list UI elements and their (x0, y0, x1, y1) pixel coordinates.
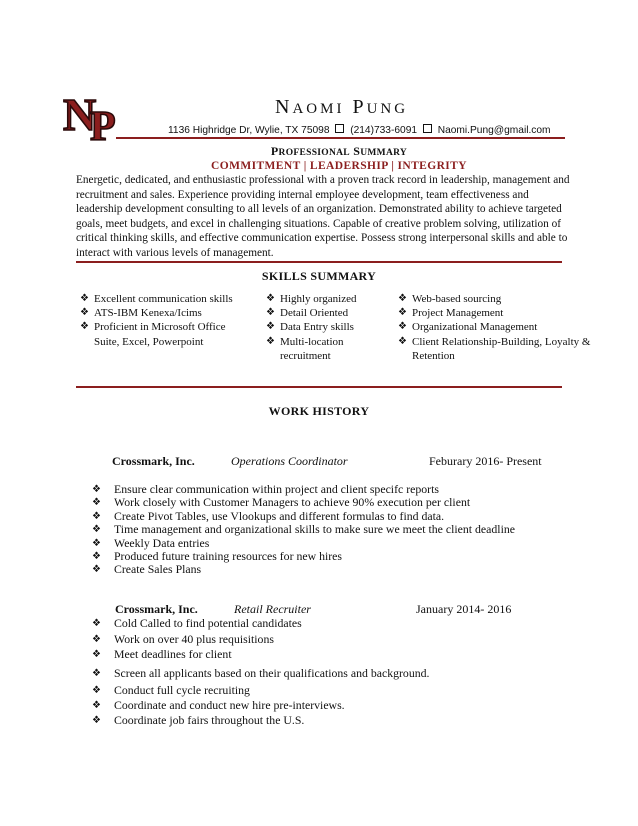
diamond-bullet-icon: ❖ (80, 321, 89, 333)
np-monogram-logo (62, 88, 122, 144)
diamond-bullet-icon: ❖ (80, 307, 89, 319)
job-company: Crossmark, Inc. (115, 602, 198, 616)
skills-column-3 (396, 292, 596, 363)
list-item: ❖ Proficient in Microsoft Office Suite, Excel, Powerpoint (80, 321, 226, 348)
diamond-bullet-icon: ❖ (398, 335, 407, 347)
list-item: ❖ Client Relationship-Building, Loyalty & Retention (398, 335, 591, 362)
diamond-bullet-icon: ❖ (92, 524, 101, 536)
list-item: ❖ Meet deadlines for client (92, 647, 232, 662)
list-item: ❖ Highly organized (266, 293, 357, 305)
box-bullet-icon (423, 124, 432, 133)
list-item: ❖ Screen all applicants based on their qualifications and background. (92, 665, 430, 680)
diamond-bullet-icon: ❖ (266, 335, 275, 347)
email: Naomi.Pung@gmail.com (437, 125, 551, 136)
diamond-bullet-icon: ❖ (92, 484, 101, 495)
diamond-bullet-icon: ❖ (266, 307, 275, 319)
diamond-bullet-icon: ❖ (92, 510, 101, 522)
list-item: ❖ ATS-IBM Kenexa/Icims (80, 307, 202, 320)
diamond-bullet-icon: ❖ (92, 685, 101, 696)
svg-text:P: P (90, 104, 116, 144)
diamond-bullet-icon: ❖ (92, 551, 101, 563)
candidate-name: NAOMI PUNG (275, 96, 409, 118)
job-dates: January 2014- 2016 (416, 602, 512, 616)
job-company: Crossmark, Inc. (112, 454, 195, 468)
job-bullets (92, 683, 345, 729)
list-item: ❖ Excellent communication skills (80, 293, 233, 305)
professional-summary-title: PROFESSIONAL SUMMARY (270, 144, 408, 158)
contact-line (168, 124, 551, 136)
list-item: ❖ Coordinate job fairs throughout the U.S. (92, 713, 305, 728)
list-item: ❖ Create Pivot Tables, use Vlookups and different formulas to find data. (92, 508, 445, 523)
diamond-bullet-icon: ❖ (266, 293, 275, 304)
job-bullets (92, 616, 429, 681)
list-item: ❖ Create Sales Plans (92, 562, 202, 577)
work-history-title: WORK HISTORY (268, 404, 370, 418)
job-bullets (92, 483, 515, 577)
list-item: ❖ Coordinate and conduct new hire pre-interviews. (92, 698, 345, 713)
diamond-bullet-icon: ❖ (92, 633, 101, 645)
list-item: ❖ Work closely with Customer Managers to achieve 90% execution per client (92, 495, 471, 510)
list-item: ❖ Multi-location recruitment (266, 335, 344, 362)
section-divider (76, 386, 562, 388)
summary-subtitle: COMMITMENT | LEADERSHIP | INTEGRITY (211, 160, 467, 172)
diamond-bullet-icon: ❖ (92, 667, 101, 679)
diamond-bullet-icon: ❖ (92, 537, 101, 549)
job-role: Operations Coordinator (231, 454, 348, 468)
diamond-bullet-icon: ❖ (398, 321, 407, 333)
summary-text: Energetic, dedicated, and enthusiastic professional with a proven track record in leadership, management and recruitment and sales. Experience providing internal employee development, team effectiveness and leadership development consulting to all levels of an organization. Demonstrated ability to achieve targeted goals, meet budgets, and excel in challenging situations. Capable of creative problem solving, utilization of critical thinking skills, and effective communication expertise. Possess strong interpersonal skills and able to interact with various levels of management. (76, 174, 570, 259)
diamond-bullet-icon: ❖ (80, 293, 89, 304)
diamond-bullet-icon: ❖ (398, 307, 407, 319)
box-bullet-icon (335, 124, 344, 133)
list-item: ❖ Data Entry skills (266, 321, 354, 334)
list-item: ❖ Work on over 40 plus requisitions (92, 631, 274, 646)
skills-summary-title: SKILLS SUMMARY (261, 269, 377, 283)
svg-text:N: N (63, 89, 97, 140)
job-role: Retail Recruiter (234, 602, 311, 616)
list-item: ❖ Project Management (398, 307, 504, 320)
phone: (214)733-6091 (350, 125, 418, 136)
skills-column-2 (264, 292, 384, 363)
list-item: ❖ Time management and organizational skills to make sure we meet the client deadline (92, 522, 515, 537)
list-item: ❖ Produced future training resources for new hires (92, 549, 342, 564)
list-item: ❖ Web-based sourcing (398, 293, 502, 305)
list-item: ❖ Weekly Data entries (92, 535, 210, 550)
header-divider (116, 137, 565, 139)
list-item: ❖ Organizational Management (398, 321, 538, 334)
list-item: ❖ Ensure clear communication within project and client specifc reports (92, 482, 439, 496)
section-divider (76, 261, 562, 263)
list-item: ❖ Detail Oriented (266, 307, 349, 320)
diamond-bullet-icon: ❖ (92, 700, 101, 712)
diamond-bullet-icon: ❖ (266, 321, 275, 333)
diamond-bullet-icon: ❖ (92, 649, 101, 661)
skills-column-1 (78, 292, 243, 349)
diamond-bullet-icon: ❖ (92, 564, 101, 576)
diamond-bullet-icon: ❖ (398, 293, 407, 304)
diamond-bullet-icon: ❖ (92, 497, 101, 509)
list-item: ❖ Cold Called to find potential candidates (92, 616, 302, 630)
address: 1136 Highridge Dr, Wylie, TX 75098 (168, 125, 330, 136)
diamond-bullet-icon: ❖ (92, 618, 101, 629)
list-item: ❖ Conduct full cycle recruiting (92, 683, 250, 697)
diamond-bullet-icon: ❖ (92, 715, 101, 727)
job-dates: Feburary 2016- Present (429, 454, 542, 468)
